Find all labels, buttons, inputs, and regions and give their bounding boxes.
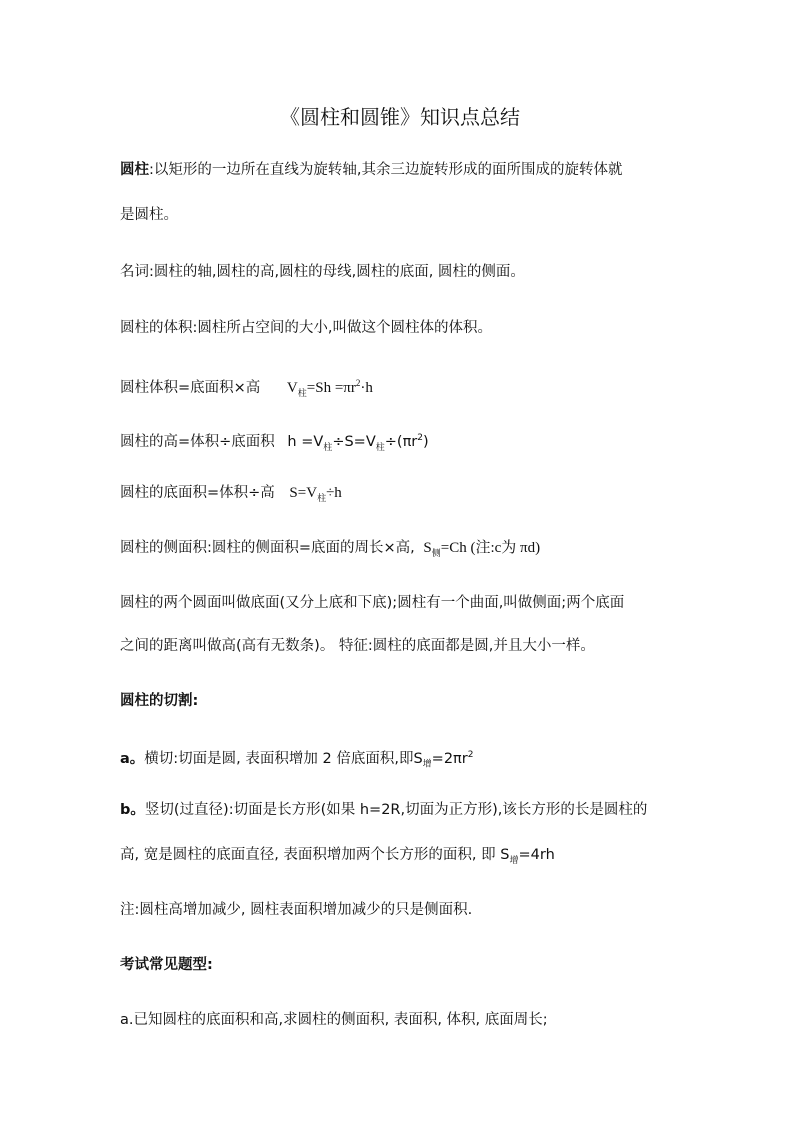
formula-lateral-area (120, 538, 720, 563)
page-title: 《圆柱和圆锥》知识点总结 (280, 105, 520, 129)
exam-item-a: a.已知圆柱的底面积和高,求圆柱的侧面积, 表面积, 体积, 底面周长; (120, 1012, 548, 1028)
cut-b-label: b。 (120, 802, 145, 818)
formula-volume (120, 373, 720, 403)
cutting-heading: 圆柱的切割: (120, 693, 199, 709)
formula-lateral-math: $S_侧=Ch$ (注:c为 πd) (423, 540, 541, 558)
formula-height-math: $h =V_柱\div S=V_柱\div(\pi r^2)$ (287, 433, 429, 453)
cut-b-line-2: 高, 宽是圆柱的底面直径, 表面积增加两个长方形的面积, 即 $S_增=4rh$ (120, 847, 555, 866)
cut-b-text: 竖切(过直径):切面是长方形(如果 h=2R,切面为正方形),该长方形的长是圆柱的 (144, 802, 648, 818)
formula-base-area (120, 483, 720, 508)
definition-text: :以矩形的一边所在直线为旋转轴,其余三边旋转形成的面所围成的旋转体就 (149, 162, 623, 178)
terms-line: 名词:圆柱的轴,圆柱的高,圆柱的母线,圆柱的底面, 圆柱的侧面。 (120, 264, 525, 280)
formula-volume-math: $V_柱=Sh =\pi r^2\cdot h$ (286, 378, 373, 398)
formula-base-math: $S=V_柱\div h$ (289, 485, 342, 503)
formula-base-words: 圆柱的底面积=体积÷高 (120, 485, 275, 501)
definition-term: 圆柱 (120, 162, 149, 178)
formula-height (120, 428, 720, 458)
definition-line-2: 是圆柱。 (120, 207, 178, 223)
volume-definition: 圆柱的体积:圆柱所占空间的大小,叫做这个圆柱体的体积。 (120, 320, 492, 336)
formula-height-words: 圆柱的高=体积÷底面积 (120, 433, 275, 450)
formula-lateral-words: 圆柱的侧面积:圆柱的侧面积=底面的周长×高, (120, 540, 415, 556)
cut-a: a。横切:切面是圆, 表面积增加 2 倍底面积,即$S_增=2\pi r^2$ (120, 750, 474, 770)
definition-line-1 (120, 160, 720, 180)
exam-heading: 考试常见题型: (120, 957, 213, 973)
bases-paragraph-line-1: 圆柱的两个圆面叫做底面(又分上底和下底);圆柱有一个曲面,叫做侧面;两个底面 (120, 595, 625, 611)
formula-volume-words: 圆柱体积=底面积×高 (120, 380, 261, 396)
cut-a-text: 横切:切面是圆, 表面积增加 2 倍底面积,即S (144, 750, 423, 767)
note-line: 注:圆柱高增加减少, 圆柱表面积增加减少的只是侧面积. (120, 902, 473, 918)
cut-b-line-1 (120, 800, 720, 820)
cut-a-label: a。 (120, 750, 145, 767)
bases-paragraph-line-2: 之间的距离叫做高(高有无数条)。 特征:圆柱的底面都是圆,并且大小一样。 (120, 638, 595, 654)
